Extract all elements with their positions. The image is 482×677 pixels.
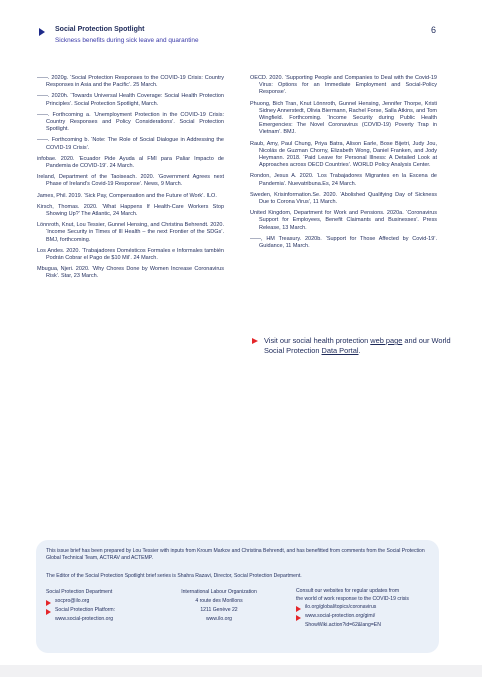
coronavirus-topic-link[interactable]: ilo.org/global/topics/coronavirus xyxy=(305,604,377,610)
reference-item: ——. 2020g. ‘Social Protection Responses to the COVID-19 Crisis: Country Responses in Asia and the Pacific’. 25 March. xyxy=(37,75,224,89)
email-item xyxy=(46,597,166,606)
brief-subtitle: Sickness benefits during sick leave and quarantine xyxy=(55,37,199,44)
gimi-wiki-link[interactable]: www.social-protection.org/gimi/ xyxy=(305,613,376,619)
references-left-column xyxy=(37,75,224,285)
email-link[interactable]: socpro@ilo.org xyxy=(55,598,90,604)
coronavirus-item xyxy=(296,603,436,612)
bullet-arrow-icon xyxy=(296,606,301,612)
editor-text: The Editor of the Social Protection Spotlight brief series is Shahra Razavi, Director, Social Protection Department. xyxy=(46,573,302,579)
reference-item: Ireland, Department of the Taoiseach. 2020. ‘Government Agrees next Phase of Ireland’s Covid-19 Response’. News, 9 March. xyxy=(37,174,224,188)
gimi-wiki-link-continued[interactable]: ShowWiki.action?id=62&lang=EN xyxy=(305,622,381,628)
reference-item: James, Phil. 2019. ‘Sick Pay, Compensation and the Future of Work’. ILO. xyxy=(37,192,217,199)
reference-item: Los Andes. 2020. ‘Trabajadores Domésticos Formales e Informales también Podrán Cobrar el Pago de $10 Mil’. 24 March. xyxy=(37,247,224,262)
platform-label: Social Protection Platform: xyxy=(55,607,116,613)
contact-column xyxy=(46,588,166,624)
reference-item: ——. Forthcoming a. ‘Unemployment Protection in the COVID-19 Crisis: Country Responses and Policy Considerations’. Social Protection Spotlight. xyxy=(37,111,224,133)
header-arrow-icon xyxy=(39,28,45,36)
reference-item: United Kingdom, Department for Work and Pensions. 2020a. ‘Coronavirus Support for Employees, Benefit Claimants and Businesses’. Press Release, 13 March. xyxy=(250,210,437,231)
platform-item xyxy=(46,606,166,615)
callout-arrow-icon xyxy=(252,338,258,344)
data-portal-link[interactable]: Data Portal xyxy=(321,346,359,355)
reference-item: Phuong, Bich Tran, Knut Lönnroth, Gunnel Hensing, Jennifer Thorpe, Kristi Sidney Annerstedt, Olivia Biermann, Rachel Forse, Salla Atkins, and Tom Wingfield. Forthcoming. ‘Income Security during Public Health Emergencies: The Novel Coronavirus (COVID-19) Poverty Trap in Vietnam’. BMJ. xyxy=(250,100,437,136)
reference-item: OECD. 2020. ‘Supporting People and Companies to Deal with the Covid-19 Virus: Options for an Immediate Employment and Social-Policy Response’. xyxy=(250,75,437,96)
updates-column xyxy=(296,588,436,630)
ilo-web-link[interactable]: www.ilo.org xyxy=(205,616,233,622)
address-column xyxy=(169,588,269,624)
reference-item: Rondon, Jesus A. 2020. ‘Los Trabajadores Migrantes en la Escena de Pandemia’. Nuevatribuna.Es, 24 March. xyxy=(250,173,437,187)
platform-link[interactable]: www.social-protection.org xyxy=(55,616,114,622)
department-name: Social Protection Department xyxy=(46,589,113,595)
credits-text: This issue brief has been prepared by Lou Tessier with inputs from Kroum Markov and Christina Behrendt, and has benefitted from comments from the Social Protection Global Technical Team, ACTRAV and ACTEMP. xyxy=(46,548,425,562)
street-address: 4 route des Morillons xyxy=(195,598,243,604)
visit-callout xyxy=(252,336,452,356)
bullet-arrow-icon xyxy=(296,615,301,621)
reference-item: Sweden, Krisinformation.Se. 2020. ‘Abolished Qualifying Day of Sickness Due to Corona Virus’, 11 March. xyxy=(250,191,437,206)
bullet-arrow-icon xyxy=(46,609,51,615)
references-right-column xyxy=(250,75,437,254)
updates-line-2: the world of work response to the COVID-19 crisis xyxy=(296,596,409,602)
updates-line-1: Consult our websites for regular updates from xyxy=(296,588,400,594)
page-number: 6 xyxy=(431,25,437,35)
reference-item: ——. 2020h. ‘Towards Universal Health Coverage: Social Health Protection Principles’. Social Protection Spotlight, March. xyxy=(37,93,224,107)
callout-text: Visit our social health protection web page and our World Social Protection Data Portal. xyxy=(264,336,451,355)
org-name: International Labour Organization xyxy=(181,589,257,595)
reference-item: Mbugua, Njeri. 2020. ‘Why Chores Done by Women Increase Coronavirus Risk’. Star, 23 March. xyxy=(37,266,224,280)
bullet-arrow-icon xyxy=(46,600,51,606)
web-page-link[interactable]: web page xyxy=(370,336,403,345)
reference-item: infobae. 2020. ‘Ecuador Pide Ayuda al FMI para Paliar Impacto de Pandemia de COVID-19’. 24 March. xyxy=(37,155,224,170)
reference-item: Lönnroth, Knut, Lou Tessier, Gunnel Hensing, and Christina Behrendt. 2020. ‘Income Security in Times of Ill Health – the next Frontier of the SDGs’. BMJ, forthcoming. xyxy=(37,222,224,243)
series-title: Social Protection Spotlight xyxy=(55,26,145,33)
footer-box xyxy=(36,540,439,653)
gimi-item xyxy=(296,612,436,621)
reference-item: ——. Forthcoming b. ‘Note: The Role of Social Dialogue in Addressing the COVID-19 Crisis’. xyxy=(37,137,224,151)
reference-item: Raub, Amy, Paul Chung, Priya Batra, Alison Earle, Bose Bijetri, Judy Jou, Nicolás de Guzman Chorny, Elizabeth Wong, Daniel Franken, and Jody Heymann. 2018. ‘Paid Leave for Personal Illness: A Detailed Look at Approaches across OECD Countries’. WORLD Policy Analysis Center. xyxy=(250,140,437,169)
reference-item: Kirsch, Thomas. 2020. ‘What Happens If Health-Care Workers Stop Showing Up?’ The Atlantic, 24 March. xyxy=(37,203,224,218)
city-address: 1211 Genève 22 xyxy=(200,607,238,613)
reference-item: ——, HM Treasury. 2020b. ‘Support for Those Affected by Covid-19’. Guidance, 11 March. xyxy=(250,235,437,250)
